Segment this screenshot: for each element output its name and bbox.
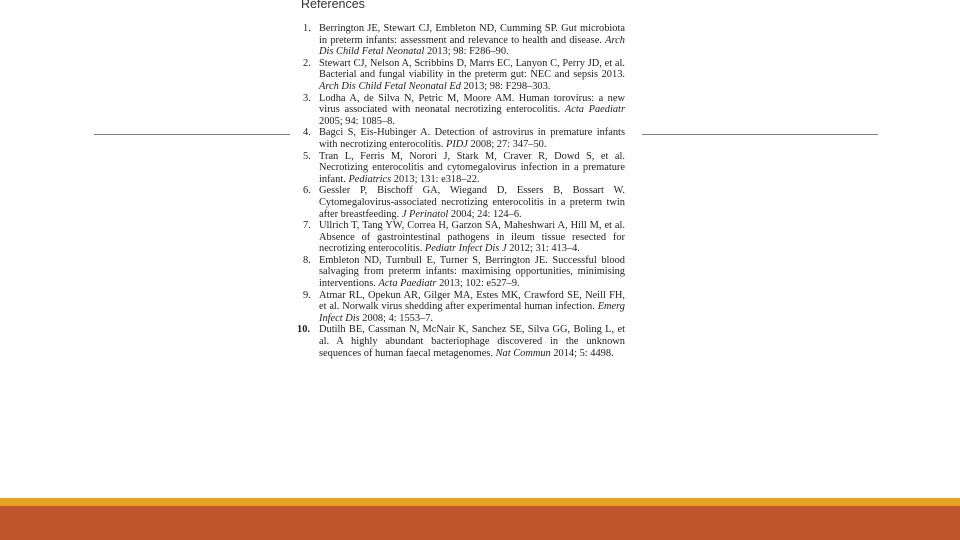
reference-journal: Acta Paediatr [378,278,437,290]
reference-citation: 2013; 102: e527–9. [439,278,520,290]
reference-text: Bagci S, Eis-Hubinger A. Detection of astrovirus in premature infants with necrotizing enterocolitis. [319,127,625,150]
reference-number: 3. [303,92,311,104]
reference-citation: 2013; 98: F298–303. [463,80,551,92]
footer-accent-stripe [0,498,960,506]
reference-citation: 2008; 4: 1553–7. [362,312,434,324]
references-heading: References [301,0,365,11]
reference-citation: 2013; 131: e318–22. [393,173,480,185]
footer-bar [0,506,960,540]
reference-text: Dutilh BE, Cassman N, McNair K, Sanchez SE, Silva GG, Boling L, et al. A highly abundant bacteriophage discovered in the unknown sequences of human faecal metagenomes. [319,324,625,359]
references-page [292,0,642,499]
reference-item-2 [297,58,625,93]
reference-item-1 [297,23,625,58]
reference-journal: Pediatr Infect Dis J [424,243,507,255]
reference-journal: Arch Dis Child Fetal Neonatal [319,34,625,58]
reference-item-6 [297,185,625,220]
reference-number: 10. [297,324,310,336]
reference-text: Atmar RL, Opekun AR, Gilger MA, Estes MK, Crawford SE, Neill FH, et al. Norwalk virus shedding after experimental human infection. [319,289,625,313]
reference-journal: Nat Commun [495,347,551,359]
left-divider-line [94,134,290,135]
reference-item-3 [297,93,625,128]
reference-citation: 2004; 24: 124–6. [450,208,522,220]
reference-citation: 2012; 31: 413–4. [509,243,580,255]
reference-journal: PIDJ [445,138,468,150]
reference-text: Ullrich T, Tang YW, Correa H, Garzon SA, Maheshwari A, Hill M, et al. Absence of gastrointestinal pathogens in ileum tissue resected for necrotizing enterocolitis. [319,220,625,255]
reference-text: Tran L, Ferris M, Norori J, Stark M, Craver R, Dowd S, et al. Necrotizing enterocolitis and cytomegalovirus infection in a premature infant. [319,150,625,185]
reference-text: Embleton ND, Turnbull E, Turner S, Berrington JE. Successful blood salvaging from preterm infants: maximising opportunities, minimising interventions. [319,254,625,290]
reference-text: Gessler P, Bischoff GA, Wiegand D, Essers B, Bossart W. Cytomegalovirus-associated necrotizing enterocolitis in a preterm twin after breastfeeding. [319,185,625,220]
reference-number: 1. [303,23,311,34]
reference-journal: J Perinatol [401,208,449,220]
reference-journal: Acta Paediatr [564,104,625,116]
reference-journal: Arch Dis Child Fetal Neonatal Ed [319,80,461,92]
reference-number: 2. [303,57,311,69]
reference-journal: Emerg Infect Dis [319,301,626,324]
reference-number: 9. [303,289,311,301]
reference-citation: 2005; 94: 1085–8. [319,115,395,127]
reference-item-7 [297,220,625,255]
reference-text: Stewart CJ, Nelson A, Scribbins D, Marrs EC, Lanyon C, Perry JD, et al. Bacterial and fungal viability in the preterm gut: NEC and sepsis 2013. [319,57,625,81]
reference-number: 6. [303,185,311,197]
right-divider-line [640,134,878,135]
reference-list [297,23,625,359]
reference-text: Lodha A, de Silva N, Petric M, Moore AM. Human torovirus: a new virus associated with neonatal necrotizing enterocolitis. [319,92,625,116]
reference-item-5 [297,151,625,186]
reference-number: 4. [303,127,311,139]
reference-citation: 2008; 27: 347–50. [470,138,547,150]
reference-item-4 [297,127,625,150]
reference-number: 5. [303,150,311,162]
reference-number: 7. [303,220,311,232]
reference-text: Berrington JE, Stewart CJ, Embleton ND, Cumming SP. Gut microbiota in preterm infants: assessment and relevance to health and disease. [319,23,625,46]
reference-item-9 [297,290,625,325]
reference-citation: 2013; 98: F286–90. [426,46,509,58]
reference-journal: Pediatrics [348,173,392,185]
reference-citation: 2014; 5: 4498. [553,347,614,359]
reference-number: 8. [303,254,311,266]
reference-item-8 [297,255,625,290]
reference-item-10 [297,324,625,359]
